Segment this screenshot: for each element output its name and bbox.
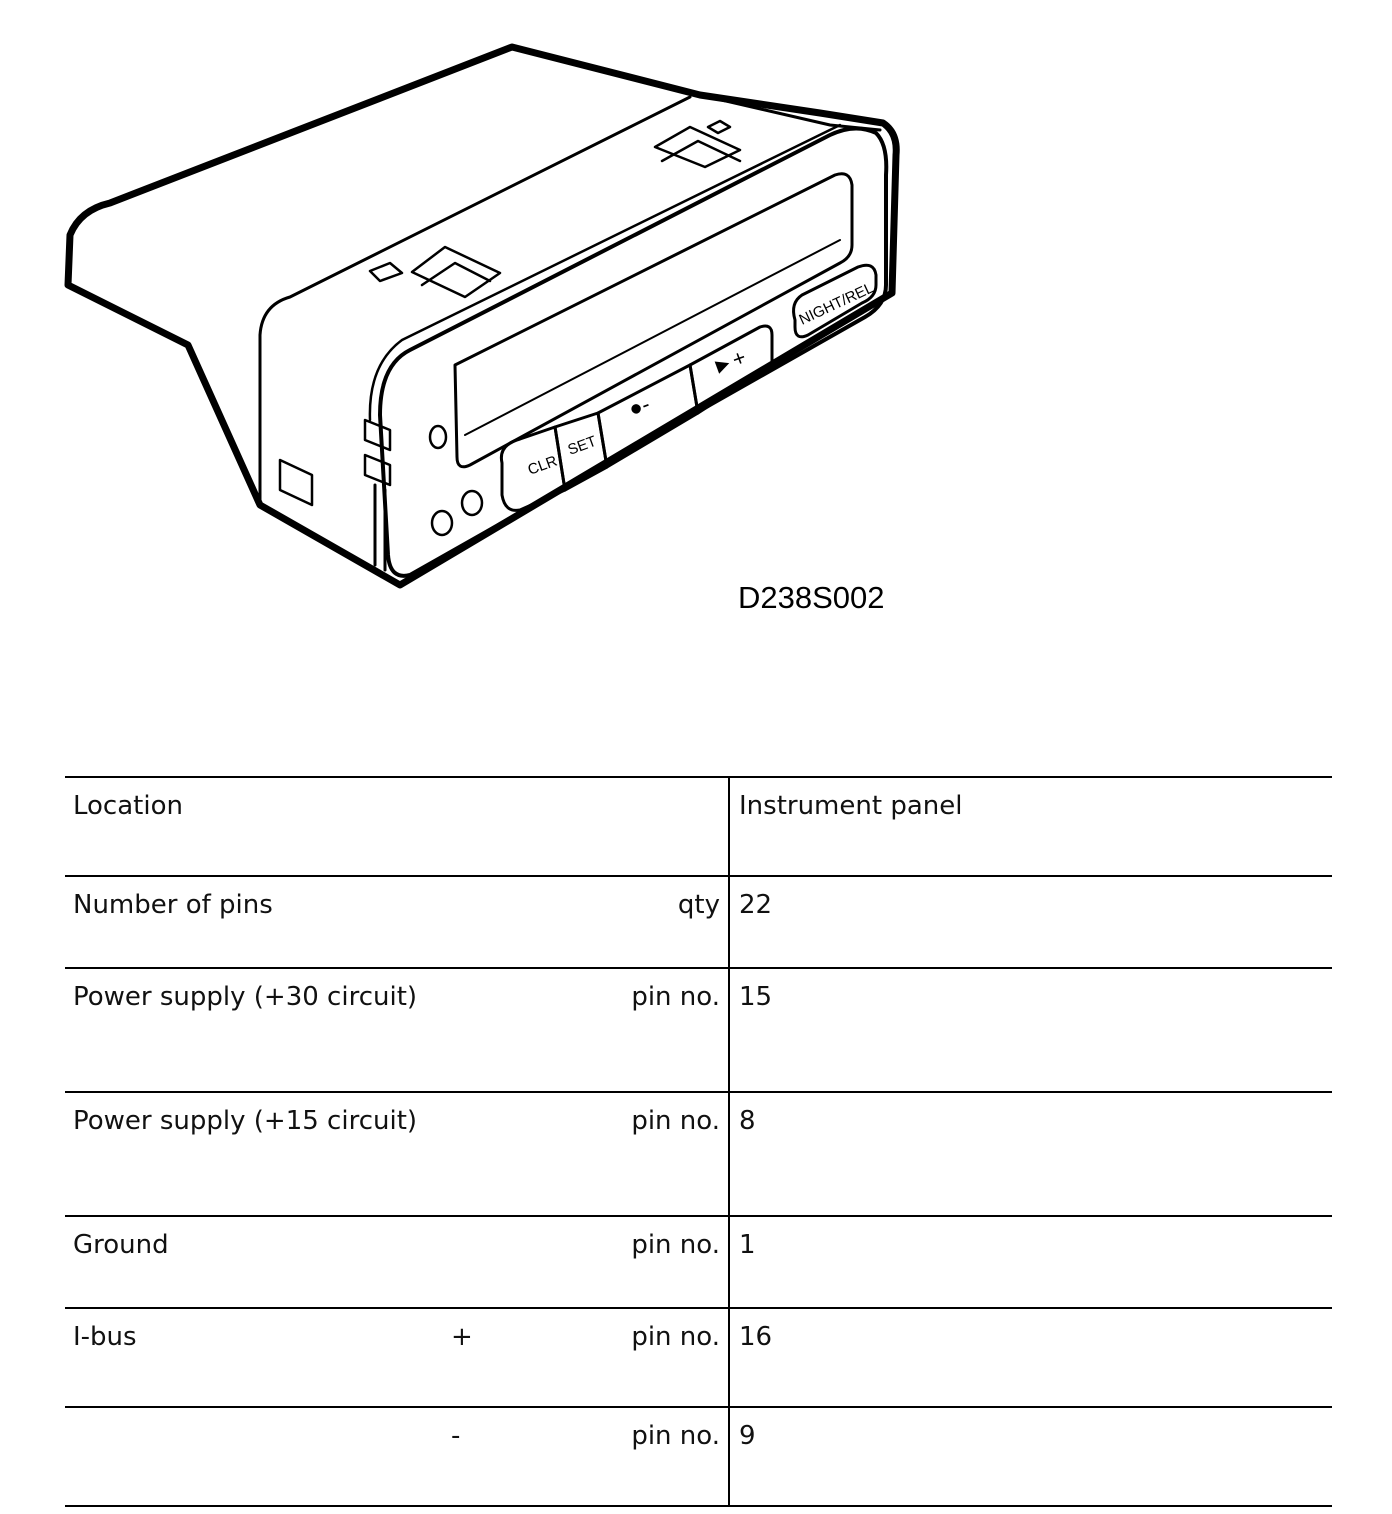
night-rel-button-label: NIGHT/REL [796,279,877,329]
table-row [65,1308,1332,1407]
row-label: Number of pins [65,876,451,968]
row-value: Instrument panel [729,777,1332,876]
row-value: 1 [729,1216,1332,1308]
row-label: I-bus [65,1308,451,1407]
row-sign [451,1092,579,1216]
row-value: 9 [729,1407,1332,1506]
row-unit: pin no. [579,968,729,1092]
row-label: Ground [65,1216,451,1308]
table-row [65,876,1332,968]
row-sign: + [451,1308,579,1407]
front-bezel [380,128,886,575]
row-sign [451,968,579,1092]
row-label [65,1407,451,1506]
table-row [65,1407,1332,1506]
row-sign [451,876,579,968]
row-unit: pin no. [579,1407,729,1506]
row-label: Location [65,777,451,876]
row-unit [579,777,729,876]
dot-minus-button-label: ●- [625,391,654,422]
connector-spec-table [65,776,1332,1507]
row-value: 8 [729,1092,1332,1216]
row-label: Power supply (+15 circuit) [65,1092,451,1216]
row-label: Power supply (+30 circuit) [65,968,451,1092]
row-unit: pin no. [579,1092,729,1216]
row-unit: pin no. [579,1308,729,1407]
row-unit: pin no. [579,1216,729,1308]
set-button-label: SET [565,432,599,459]
clr-button-label: CLR [525,452,560,479]
table-row [65,1092,1332,1216]
row-sign [451,777,579,876]
row-unit: qty [579,876,729,968]
row-value: 22 [729,876,1332,968]
play-plus-button-label: ►+ [708,344,750,380]
table-row [65,1216,1332,1308]
row-sign [451,1216,579,1308]
table-row [65,968,1332,1092]
table-row [65,777,1332,876]
display-unit-illustration [50,35,920,605]
figure-code: D238S002 [738,580,885,615]
row-value: 16 [729,1308,1332,1407]
row-sign: - [451,1407,579,1506]
row-value: 15 [729,968,1332,1092]
